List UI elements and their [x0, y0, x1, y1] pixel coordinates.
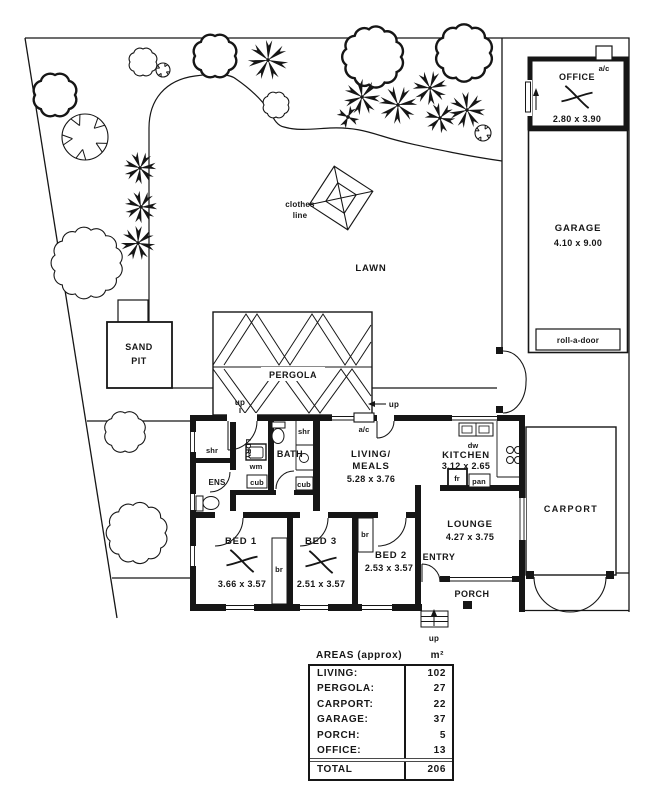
pan-label: pan: [472, 477, 486, 486]
entry-label: ENTRY: [423, 552, 456, 562]
tree-icon: [263, 92, 289, 118]
br-label: br: [275, 565, 283, 574]
toilet: [196, 496, 203, 511]
clothes-line-label: clothes: [285, 200, 315, 209]
area-row-label: GARAGE:: [310, 712, 404, 727]
kitchen-label: KITCHEN: [442, 450, 490, 461]
area-row-label: PORCH:: [310, 728, 404, 743]
toilet: [272, 422, 285, 428]
porch-label: PORCH: [454, 589, 489, 599]
sand-pit-label: SAND: [125, 342, 153, 352]
areas-row: [310, 697, 452, 712]
areas-total-label: TOTAL: [310, 762, 404, 779]
tree-icon: [105, 412, 145, 452]
tree-icon: [156, 63, 170, 77]
bed1-dims: 3.66 x 3.57: [218, 579, 266, 589]
areas-row: [310, 666, 452, 681]
bed2-label: BED 2: [375, 550, 407, 561]
lawn-label: LAWN: [355, 263, 386, 274]
area-row-value: 102: [404, 666, 452, 681]
areas-unit-label: m²: [431, 650, 444, 661]
living-label: MEALS: [352, 461, 389, 472]
palm-tree-icon: [117, 145, 163, 191]
bed3-label: BED 3: [305, 536, 337, 547]
roll-a-door-label: roll-a-door: [557, 336, 599, 345]
ac-unit: [354, 413, 374, 422]
sand-pit: [107, 300, 172, 388]
dw-label: dw: [468, 441, 479, 450]
wm-label: wm: [249, 462, 263, 471]
tree-icon: [436, 24, 492, 81]
clothes-line-symbol: [309, 166, 373, 230]
garage-dims: 4.10 x 9.00: [554, 238, 602, 248]
kitchen-dims: 3.12 x 2.65: [442, 461, 490, 471]
area-row-label: PERGOLA:: [310, 681, 404, 696]
office-label: OFFICE: [559, 72, 595, 82]
areas-header-label: AREAS (approx): [316, 650, 402, 661]
area-row-label: LIVING:: [310, 666, 404, 681]
carport: [526, 427, 616, 612]
up-label: up: [389, 400, 399, 409]
areas-table-box: [308, 664, 454, 781]
bath-label: BATH: [277, 449, 303, 459]
tree-icon: [129, 48, 157, 76]
toilet: [203, 497, 219, 510]
up-label: up: [235, 398, 245, 407]
area-row-label: OFFICE:: [310, 743, 404, 758]
palm-tree-icon: [422, 100, 458, 136]
tree-icon: [34, 74, 77, 117]
areas-row: [310, 728, 452, 743]
area-row-value: 5: [404, 728, 452, 743]
toilet: [272, 429, 284, 444]
up-label: up: [429, 634, 439, 643]
palm-tree-icon: [244, 35, 293, 85]
office-dims: 2.80 x 3.90: [553, 114, 601, 124]
office-door-leaf: [526, 82, 531, 112]
palm-tree-icon: [117, 222, 159, 264]
ac-label: a/c: [599, 64, 610, 73]
porch-post: [463, 601, 472, 609]
living-dims: 5.28 x 3.76: [347, 474, 395, 484]
cub-label: cub: [297, 480, 311, 489]
garage-block: [524, 46, 628, 353]
fr-label: fr: [454, 474, 460, 483]
tree-icon: [342, 26, 403, 87]
bed3-dims: 2.51 x 3.57: [297, 579, 345, 589]
area-row-value: 27: [404, 681, 452, 696]
bed1-label: BED 1: [225, 536, 257, 547]
tree-icon: [475, 125, 491, 141]
ac-label: a/c: [359, 425, 370, 434]
garage-label: GARAGE: [555, 223, 602, 234]
areas-table: [308, 650, 454, 781]
shr-label: shr: [206, 446, 218, 455]
tree-icon: [194, 35, 237, 78]
tree-icon: [106, 502, 167, 563]
areas-row: [310, 743, 452, 758]
shr-label: shr: [298, 427, 310, 436]
area-row-value: 22: [404, 697, 452, 712]
carport-label: CARPORT: [544, 504, 598, 514]
areas-row: [310, 681, 452, 696]
lounge-label: LOUNGE: [447, 519, 492, 530]
sand-pit-label: PIT: [131, 356, 147, 366]
area-row-value: 13: [404, 743, 452, 758]
ldry-label: LDRY: [244, 439, 253, 460]
br-label: br: [361, 530, 369, 539]
porch-steps: [421, 609, 448, 627]
tree-icon: [62, 114, 108, 160]
ens-label: ENS: [208, 478, 226, 487]
area-row-label: CARPORT:: [310, 697, 404, 712]
areas-total-row: [310, 758, 452, 779]
ac-unit: [596, 46, 612, 60]
bed2-dims: 2.53 x 3.57: [365, 563, 413, 573]
areas-row: [310, 712, 452, 727]
palm-tree-icon: [118, 184, 164, 229]
areas-table-header: [308, 650, 454, 664]
driveway-gate: [496, 347, 526, 413]
tree-icon: [51, 227, 122, 299]
areas-total-value: 206: [404, 762, 452, 779]
living-label: LIVING/: [351, 449, 391, 460]
clothes-line-label: line: [293, 211, 308, 220]
lounge-dims: 4.27 x 3.75: [446, 532, 494, 542]
pergola-label: PERGOLA: [269, 370, 317, 380]
cub-label: cub: [250, 478, 264, 487]
area-row-value: 37: [404, 712, 452, 727]
